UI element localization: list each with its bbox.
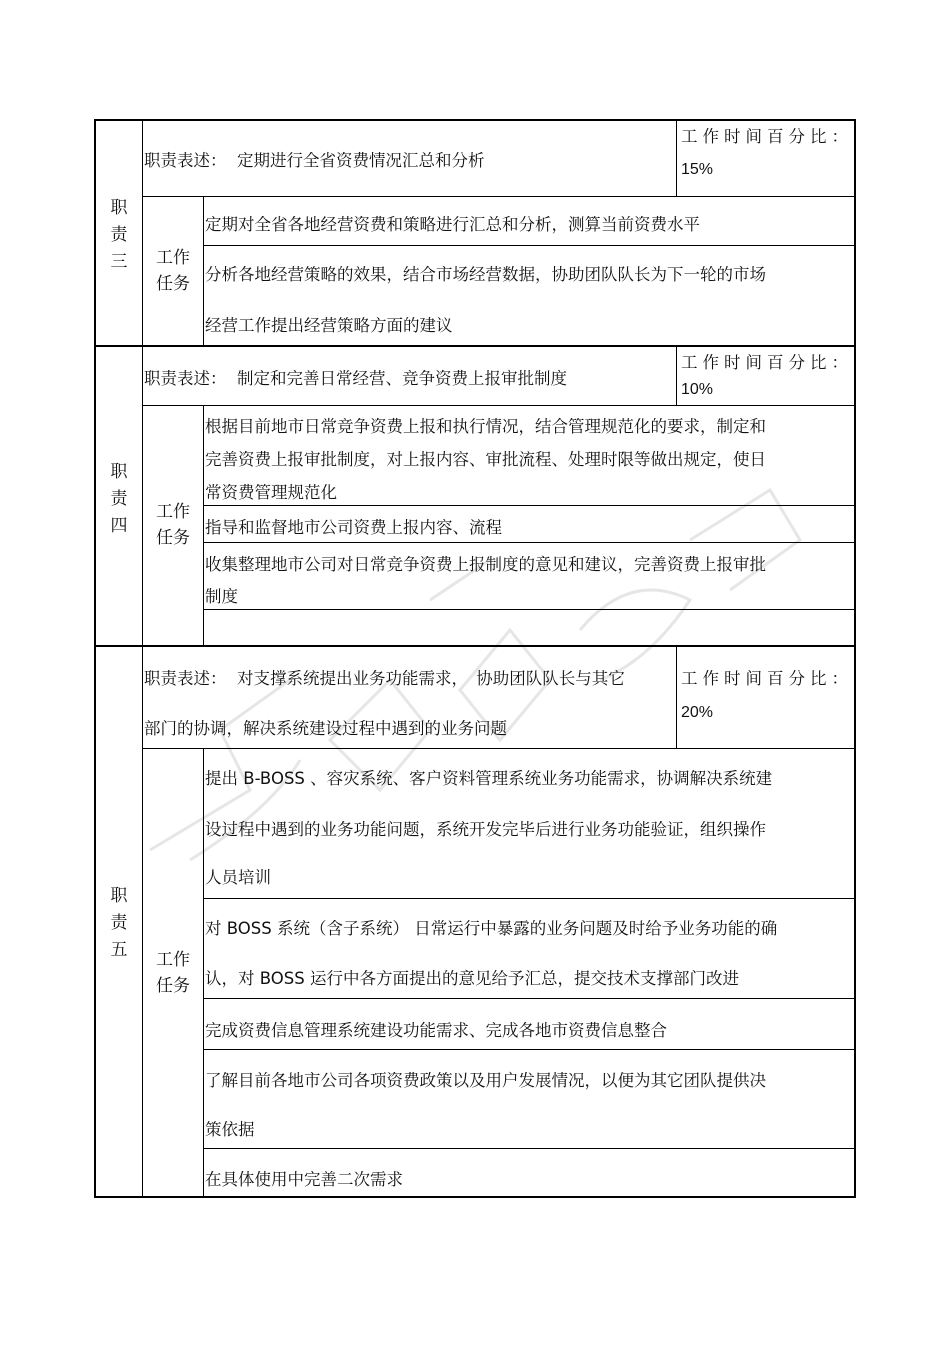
task-label: 工作 任务 [156,248,190,294]
task-item: 常资费管理规范化 [205,483,337,502]
task-item: 完成资费信息管理系统建设功能需求、完成各地市资费信息整合 [205,1021,667,1040]
task-item: 设过程中遇到的业务功能问题，系统开发完毕后进行业务功能验证，组织操作 [205,820,766,839]
time-percentage-label: 工作时间百分比： [681,353,853,372]
duty-description-cont: 部门的协调，解决系统建设过程中遇到的业务问题 [144,719,507,738]
task-item: 根据目前地市日常竞争资费上报和执行情况，结合管理规范化的要求，制定和 [205,417,766,436]
task-item: 指导和监督地市公司资费上报内容、流程 [205,518,502,537]
duty-description: 职责表述： 定期进行全省资费情况汇总和分析 [144,151,485,170]
section-duty-3 [94,119,856,347]
task-item: 完善资费上报审批制度，对上报内容、审批流程、处理时限等做出规定，使日 [205,450,766,469]
task-item: 定期对全省各地经营资费和策略进行汇总和分析，测算当前资费水平 [205,215,700,234]
task-label: 工作 任务 [156,502,190,548]
time-percentage-label: 工作时间百分比： [681,669,853,688]
task-item: 策依据 [205,1120,255,1139]
time-percentage-value: 10% [681,381,714,398]
duty-description: 职责表述： 对支撑系统提出业务功能需求， 协助团队队长与其它 [144,669,625,688]
task-item: 收集整理地市公司对日常竞争资费上报制度的意见和建议，完善资费上报审批 [205,555,766,574]
duty-label: 职 责 四 [110,462,128,536]
time-percentage-value: 20% [681,704,714,721]
task-item: 人员培训 [205,868,271,887]
task-item: 对 BOSS 系统（含子系统） 日常运行中暴露的业务问题及时给予业务功能的确 [205,919,778,938]
task-item: 分析各地经营策略的效果，结合市场经营数据，协助团队队长为下一轮的市场 [205,265,766,284]
task-item: 认，对 BOSS 运行中各方面提出的意见给予汇总，提交技术支撑部门改进 [205,969,739,988]
duty-label: 职 责 三 [110,198,128,272]
duty-label: 职 责 五 [110,886,128,960]
section-duty-4 [94,345,856,647]
task-item: 经营工作提出经营策略方面的建议 [205,316,453,335]
duty-description: 职责表述： 制定和完善日常经营、竞争资费上报审批制度 [144,369,567,388]
time-percentage-label: 工作时间百分比： [681,127,853,146]
task-item: 在具体使用中完善二次需求 [205,1170,403,1189]
time-percentage-value: 15% [681,161,714,178]
task-item: 提出 B-BOSS 、容灾系统、客户资料管理系统业务功能需求，协调解决系统建 [205,769,773,788]
section-duty-5 [94,645,856,1198]
task-item: 制度 [205,587,238,606]
task-item: 了解目前各地市公司各项资费政策以及用户发展情况，以便为其它团队提供决 [205,1071,766,1090]
task-label: 工作 任务 [156,950,190,996]
